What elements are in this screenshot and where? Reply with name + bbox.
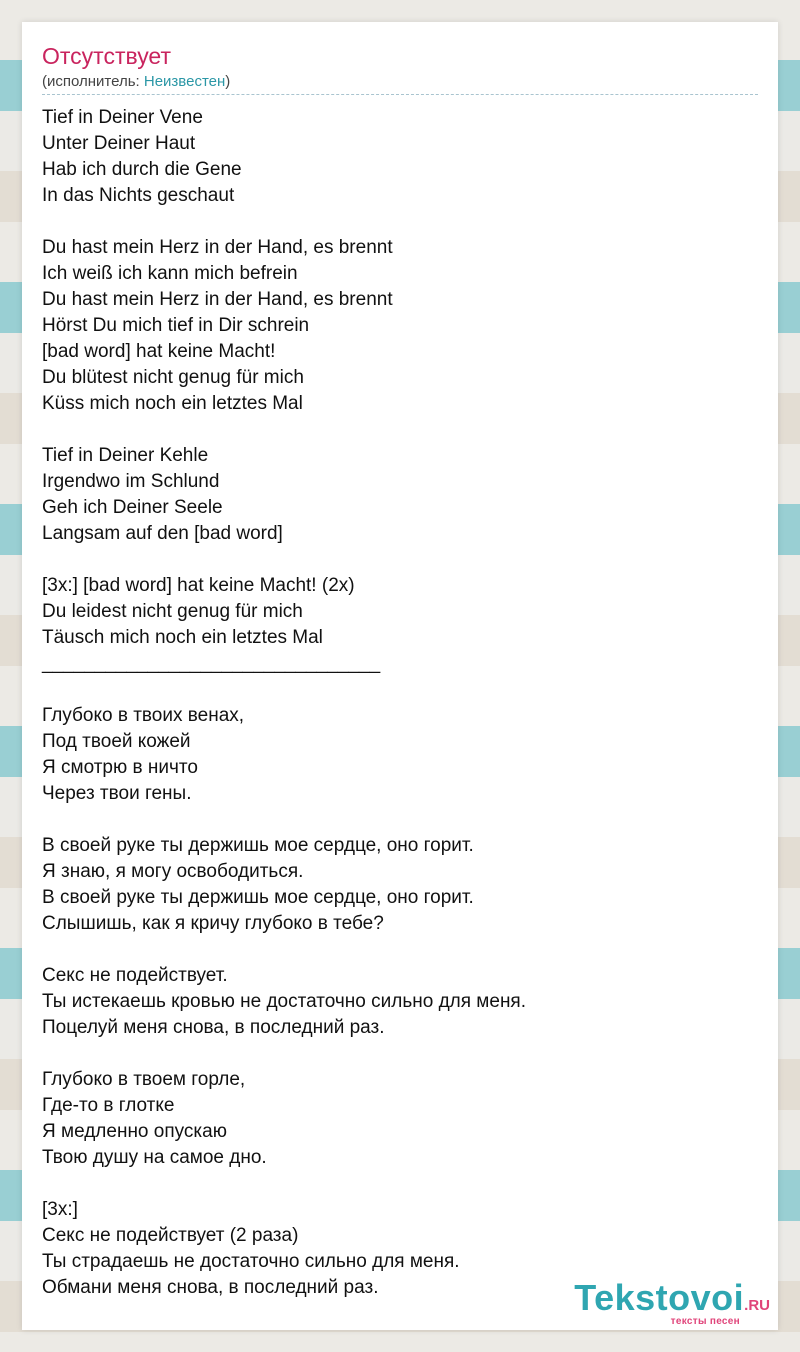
logo-name: Tekstovoi xyxy=(574,1277,745,1318)
artist-line xyxy=(42,72,758,95)
lyrics-card xyxy=(22,22,778,1330)
site-logo[interactable] xyxy=(574,1277,770,1328)
artist-link[interactable]: Неизвестен xyxy=(143,73,226,90)
artist-suffix: ) xyxy=(225,73,231,90)
logo-tld: .RU xyxy=(744,1297,770,1314)
logo-tagline: тексты песен xyxy=(670,1316,740,1327)
artist-prefix: (исполнитель: xyxy=(42,73,144,90)
lyrics-text: Tief in Deiner Vene Unter Deiner Haut Hab ich durch die Gene In das Nichts geschaut Du hast mein Herz in der Hand, es brennt Ich weiß ich kann mich befrein Du hast mein Herz in der Hand, es brennt Hörst Du mich tief in Dir schrein [bad word] hat keine Macht! Du blütest nicht genug für mich Küss mich noch ein letztes Mal Tief in Deiner Kehle Irgendwo im Schlund Geh ich Deiner Seele Langsam auf den [bad word] [3x:] [bad word] hat keine Macht! (2x) Du leidest nicht genug für mich Täusch mich noch ein letztes Mal ________________________________ Глубоко в твоих венах, Под твоей кожей Я смотрю в ничто Через твои гены. В своей руке ты держишь мое сердце, оно горит. Я знаю, я могу освободиться. В своей руке ты держишь мое сердце, оно горит. Слышишь, как я кричу глубоко в тебе? Секс не подействует. Ты истекаешь кровью не достаточно сильно для меня. Поцелуй меня снова, в последний раз. Глубоко в твоем горле, Где-то в глотке Я медленно опускаю Твою душу на самое дно. [3x:] Секс не подействует (2 раза) Ты страдаешь не достаточно сильно для меня. Обмани меня снова, в последний раз. xyxy=(42,107,526,1298)
song-title: Отсутствует xyxy=(42,43,171,69)
